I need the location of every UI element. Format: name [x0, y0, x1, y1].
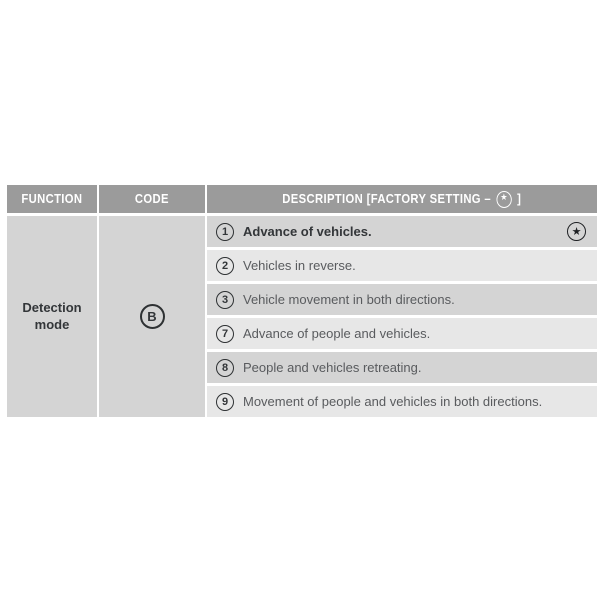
column-header-description: [207, 185, 597, 213]
table-row: [207, 284, 597, 315]
table-header-row: [7, 185, 597, 213]
option-number-circle-icon: 3: [216, 291, 234, 309]
option-number-circle-icon: 7: [216, 325, 234, 343]
factory-setting-star-icon: ★: [497, 191, 512, 208]
column-header-description-bracket: ]: [517, 192, 522, 206]
option-description: Advance of vehicles.: [243, 224, 372, 239]
column-header-function: [7, 185, 97, 213]
column-header-function-label: FUNCTION: [21, 192, 83, 206]
table-body: [7, 216, 597, 417]
option-number-circle-icon: 8: [216, 359, 234, 377]
column-header-description-label: DESCRIPTION [FACTORY SETTING –: [282, 192, 492, 206]
table-row: [207, 250, 597, 281]
function-cell-label: Detection mode: [22, 300, 82, 332]
option-number-circle-icon: 2: [216, 257, 234, 275]
option-number-circle-icon: 1: [216, 223, 234, 241]
table-row: [207, 216, 597, 247]
code-cell: [99, 216, 205, 417]
column-header-code: [99, 185, 205, 213]
option-description: Vehicle movement in both directions.: [243, 292, 455, 307]
option-description: Advance of people and vehicles.: [243, 326, 431, 341]
table-row: [207, 352, 597, 383]
option-description: Movement of people and vehicles in both directions.: [243, 394, 543, 409]
detection-mode-table: [7, 185, 597, 417]
function-cell: [7, 216, 97, 417]
option-number-circle-icon: 9: [216, 393, 234, 411]
table-row: [207, 318, 597, 349]
table-row: [207, 386, 597, 417]
option-description: Vehicles in reverse.: [243, 258, 356, 273]
factory-default-star-icon: ★: [567, 222, 586, 241]
column-header-code-label: CODE: [135, 192, 169, 206]
code-b-circle-icon: B: [140, 304, 165, 329]
option-description: People and vehicles retreating.: [243, 360, 422, 375]
description-rows: [207, 216, 597, 417]
